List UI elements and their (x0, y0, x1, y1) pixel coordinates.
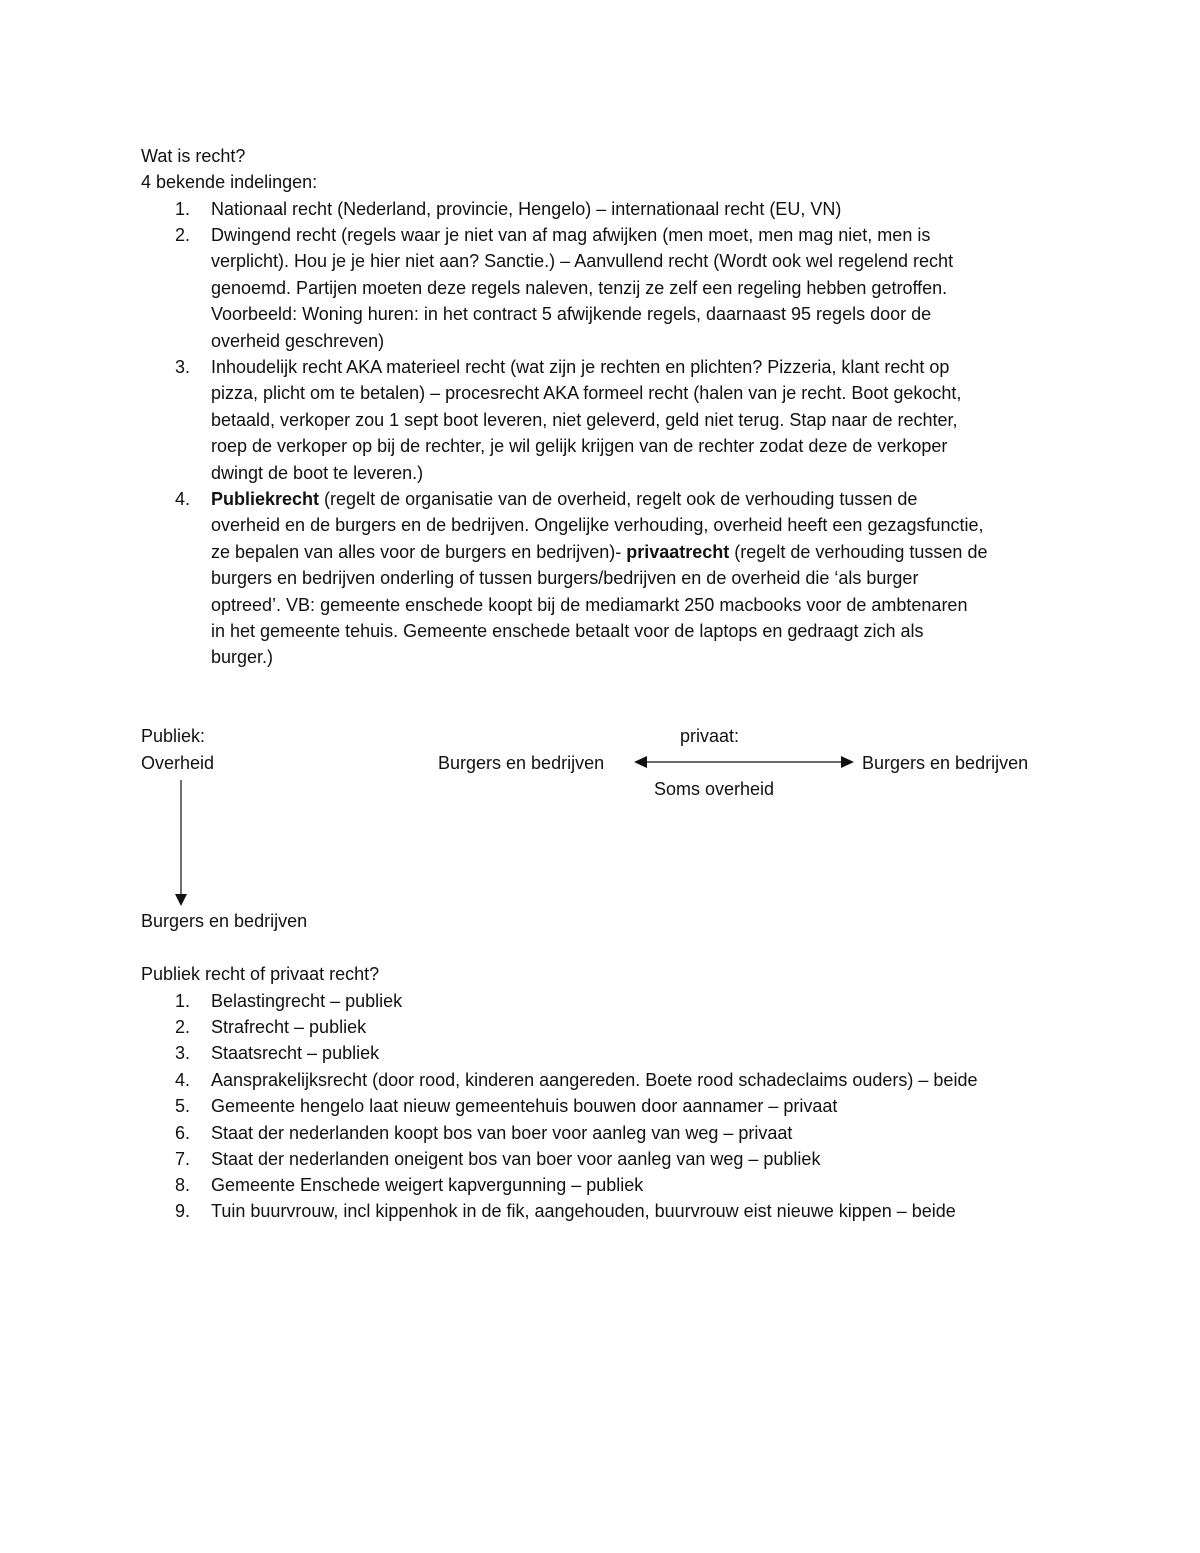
burgers-right-label: Burgers en bedrijven (862, 753, 1029, 773)
list-item-line: verplicht). Hou je je hier niet aan? Sanctie.) – Aanvullend recht (Wordt ook wel regelend recht (211, 251, 954, 272)
list-number: 8. (174, 1175, 190, 1195)
list-item-line: overheid geschreven) (211, 330, 385, 351)
quiz-item-text: Staat der nederlanden oneigent bos van boer voor aanleg van weg – publiek (211, 1149, 821, 1169)
list-number: 2. (174, 225, 190, 245)
quiz-item-text: Staat der nederlanden koopt bos van boer voor aanleg van weg – privaat (211, 1123, 793, 1143)
burgers-left-label: Burgers en bedrijven (438, 753, 605, 773)
list-number: 5. (174, 1096, 190, 1116)
list-item-line: Nationaal recht (Nederland, provincie, Hengelo) – internationaal recht (EU, VN) (211, 199, 842, 219)
publiek-label: Publiek: (141, 726, 206, 746)
privaat-label: privaat: (680, 726, 740, 746)
list-number: 4. (174, 1070, 190, 1090)
list-number: 1. (174, 199, 190, 219)
list-item-line: burger.) (211, 647, 274, 668)
text-span: ze bepalen van alles voor de burgers en bedrijven)- (211, 541, 627, 562)
list-item-line: optreed’. VB: gemeente enschede koopt bij de mediamarkt 250 macbooks voor de ambtenaren (211, 594, 968, 615)
list-number: 3. (174, 357, 190, 377)
list-number: 1. (174, 991, 190, 1011)
list-item-line: dwingt de boot te leveren.) (211, 462, 424, 483)
quiz-item-text: Tuin buurvrouw, incl kippenhok in de fik, aangehouden, buurvrouw eist nieuwe kippen – beide (211, 1201, 956, 1221)
list-item-line: roep de verkoper op bij de rechter, je wil gelijk krijgen van de rechter zodat deze de verkoper (211, 436, 948, 457)
burgers-bottom-label: Burgers en bedrijven (141, 911, 308, 931)
overheid-label: Overheid (141, 753, 215, 773)
list-number: 2. (174, 1017, 190, 1037)
list-number: 7. (174, 1149, 190, 1169)
list-item-line: burgers en bedrijven onderling of tussen burgers/bedrijven en de overheid die ‘als burger (211, 568, 919, 589)
list-item-line: Inhoudelijk recht AKA materieel recht (wat zijn je rechten en plichten? Pizzeria, klant recht op (211, 357, 950, 377)
list-item-line: Voorbeeld: Woning huren: in het contract 5 afwijkende regels, daarnaast 95 regels door de (211, 304, 932, 325)
down-arrow (175, 780, 187, 906)
quiz-title: Publiek recht of privaat recht? (141, 964, 380, 984)
list-number: 3. (174, 1043, 190, 1063)
quiz-item-text: Staatsrecht – publiek (211, 1043, 380, 1063)
text-span: (regelt de organisatie van de overheid, regelt ook de verhouding tussen de (319, 489, 918, 509)
list-item-line: betaald, verkoper zou 1 sept boot leveren, niet geleverd, geld niet terug. Stap naar de rechter, (211, 409, 958, 430)
soms-overheid-label: Soms overheid (654, 779, 775, 799)
quiz-item-text: Gemeente hengelo laat nieuw gemeentehuis bouwen door aannamer – privaat (211, 1096, 838, 1116)
list-item-line: pizza, plicht om te betalen) – procesrecht AKA formeel recht (halen van je recht. Boot gekocht, (211, 383, 962, 404)
list-number: 4. (174, 489, 190, 509)
text-span: (regelt de verhouding tussen de (729, 541, 988, 562)
list-item-line: in het gemeente tehuis. Gemeente enschede betaalt voor de laptops en gedraagt zich als (211, 621, 924, 642)
quiz-item-text: Aansprakelijksrecht (door rood, kinderen aangereden. Boete rood schadeclaims ouders) – beide (211, 1070, 978, 1090)
list-number: 6. (174, 1123, 190, 1143)
quiz-item-text: Strafrecht – publiek (211, 1017, 367, 1037)
list-number: 9. (174, 1201, 190, 1221)
list-item-line: genoemd. Partijen moeten deze regels naleven, tenzij ze zelf een regeling hebben getroffen. (211, 277, 948, 298)
list-item-line: Dwingend recht (regels waar je niet van af mag afwijken (men moet, men mag niet, men is (211, 225, 931, 245)
heading: Wat is recht? (141, 146, 246, 166)
list-item-line: overheid en de burgers en de bedrijven. Ongelijke verhouding, overheid heeft een gezagsfunctie, (211, 515, 984, 536)
term-privaatrecht: privaatrecht (626, 541, 730, 562)
quiz-item-text: Belastingrecht – publiek (211, 991, 403, 1011)
subheading: 4 bekende indelingen: (141, 172, 318, 192)
quiz-item-text: Gemeente Enschede weigert kapvergunning – publiek (211, 1175, 644, 1195)
term-publiekrecht: Publiekrecht (211, 489, 320, 509)
double-arrow (634, 756, 854, 768)
